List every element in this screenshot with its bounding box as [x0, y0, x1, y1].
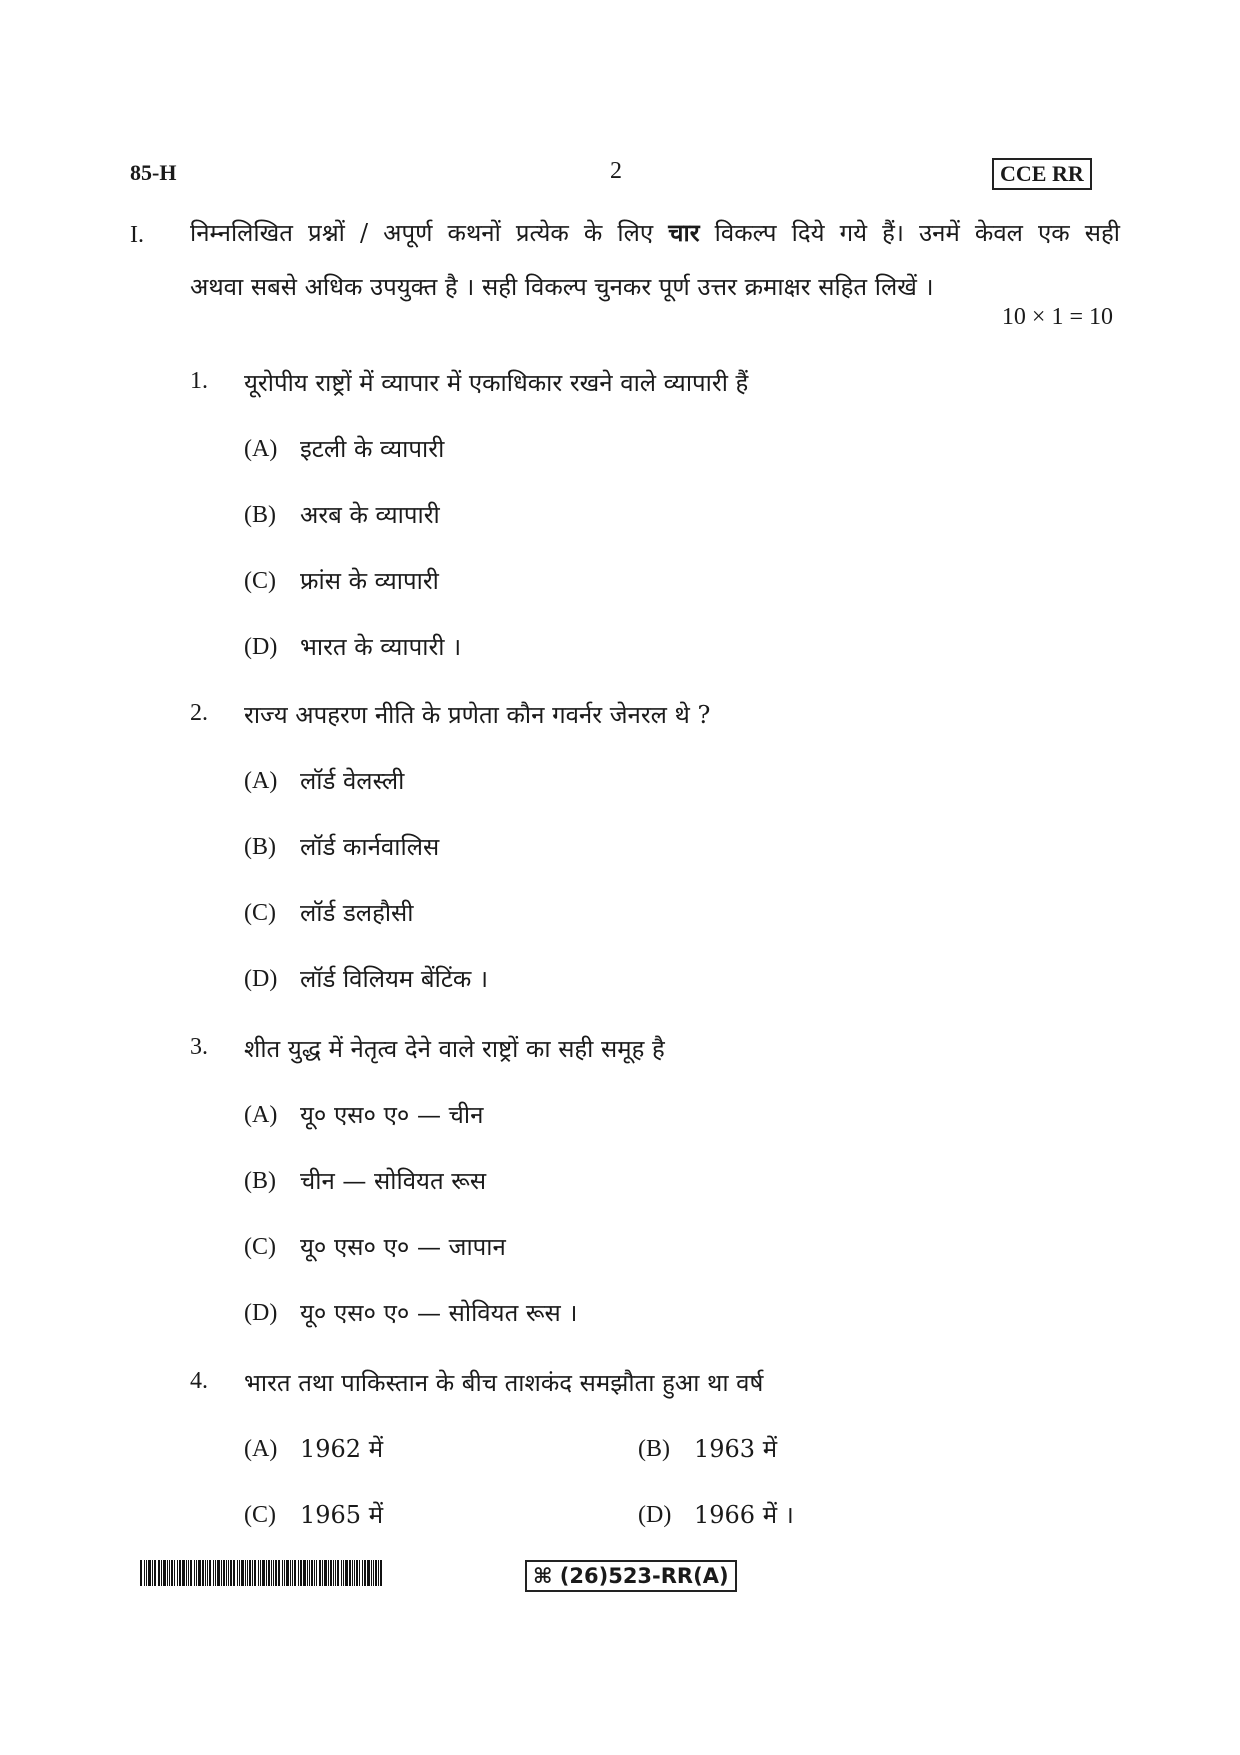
barcode-bar — [337, 1560, 339, 1586]
barcode-bar — [177, 1560, 178, 1586]
barcode-bar — [322, 1560, 323, 1586]
barcode-bar — [380, 1560, 382, 1586]
series-box: CCE RR — [992, 158, 1092, 190]
barcode-bar — [233, 1560, 235, 1586]
barcode-bar — [290, 1560, 291, 1586]
barcode-bar — [154, 1560, 156, 1586]
barcode-bar — [169, 1560, 170, 1586]
barcode-bar — [226, 1560, 227, 1586]
option-label: (D) — [244, 966, 278, 992]
barcode-bar — [194, 1560, 195, 1586]
barcode-bar — [316, 1560, 317, 1586]
question-number: 4. — [190, 1368, 208, 1394]
barcode-bar — [217, 1560, 220, 1586]
barcode-bar — [205, 1560, 206, 1586]
barcode-bar — [144, 1560, 145, 1586]
barcode-bar — [367, 1560, 370, 1586]
barcode-bar — [198, 1560, 201, 1586]
barcode-bar — [345, 1560, 348, 1586]
option-text: फ्रांस के व्यापारी — [300, 567, 439, 595]
barcode-bar — [335, 1560, 336, 1586]
barcode-bar — [239, 1560, 240, 1586]
barcode-bar — [294, 1560, 296, 1586]
barcode-bar — [207, 1560, 208, 1586]
barcode-bar — [284, 1560, 285, 1586]
barcode-bar — [174, 1560, 175, 1586]
barcode-bar — [362, 1560, 363, 1586]
instruction-post: विकल्प दिये गये हैं। उनमें केवल एक सही — [699, 219, 1120, 247]
barcode-bar — [146, 1560, 147, 1586]
barcode-bar — [161, 1560, 162, 1586]
option-label: (C) — [244, 568, 276, 594]
option-label: (D) — [638, 1502, 672, 1528]
option-text: लॉर्ड कार्नवालिस — [300, 833, 440, 861]
barcode-bar — [278, 1560, 280, 1586]
barcode-bar — [188, 1560, 189, 1586]
barcode-bar — [292, 1560, 293, 1586]
barcode-bar — [356, 1560, 358, 1586]
barcode-bar — [314, 1560, 315, 1586]
barcode-bar — [228, 1560, 229, 1586]
barcode-bar — [230, 1560, 232, 1586]
barcode-bar — [171, 1560, 173, 1586]
barcode-bar — [268, 1560, 270, 1586]
barcode-bar — [303, 1560, 306, 1586]
barcode-bar — [378, 1560, 379, 1586]
barcode-bar — [271, 1560, 272, 1586]
option-label: (A) — [244, 436, 278, 462]
barcode-bar — [273, 1560, 274, 1586]
barcode-bar — [237, 1560, 238, 1586]
section-instruction-line1 — [190, 216, 1120, 250]
marks-allocation: 10 × 1 = 10 — [1001, 304, 1113, 330]
option-text: इटली के व्यापारी — [300, 435, 445, 463]
question-number: 3. — [190, 1034, 208, 1060]
barcode-bar — [196, 1560, 197, 1586]
option-text: यू० एस० ए० — सोवियत रूस । — [300, 1299, 578, 1327]
paper-code: 85-H — [130, 160, 177, 185]
barcode-bar — [241, 1560, 244, 1586]
barcode-bar — [182, 1560, 185, 1586]
option-text: 1963 में — [694, 1435, 778, 1463]
barcode-bar — [333, 1560, 334, 1586]
barcode-bar — [179, 1560, 181, 1586]
barcode-bar — [167, 1560, 168, 1586]
barcode-bar — [252, 1560, 253, 1586]
page-number: 2 — [610, 158, 622, 184]
barcode-bar — [215, 1560, 216, 1586]
option-text: अरब के व्यापारी — [300, 501, 440, 529]
option-text: लॉर्ड वेलस्ली — [300, 767, 405, 795]
option-label: (C) — [244, 900, 276, 926]
barcode-bar — [349, 1560, 351, 1586]
option-text: 1965 में — [300, 1501, 384, 1529]
barcode-bar — [245, 1560, 246, 1586]
barcode-image — [140, 1560, 388, 1586]
option-label: (D) — [244, 634, 278, 660]
barcode-bar — [223, 1560, 225, 1586]
question-text: यूरोपीय राष्ट्रों में व्यापार में एकाधिकार रखने वाले व्यापारी हैं — [244, 369, 749, 397]
option-text: लॉर्ड डलहौसी — [300, 899, 414, 927]
footer-code: ⌘ (26)523-RR(A) — [525, 1560, 737, 1592]
barcode-bar — [328, 1560, 329, 1586]
barcode-bar — [148, 1560, 151, 1586]
option-text: यू० एस० ए० — जापान — [300, 1233, 506, 1261]
barcode-bar — [300, 1560, 302, 1586]
barcode-bar — [311, 1560, 313, 1586]
barcode-bar — [375, 1560, 377, 1586]
barcode-bar — [341, 1560, 342, 1586]
barcode-bar — [324, 1560, 327, 1586]
barcode-bar — [213, 1560, 214, 1586]
barcode-bar — [186, 1560, 187, 1586]
barcode-bar — [247, 1560, 248, 1586]
barcode-bar — [254, 1560, 256, 1586]
option-label: (B) — [638, 1436, 670, 1462]
question-text: शीत युद्ध में नेतृत्व देने वाले राष्ट्रों का सही समूह है — [244, 1035, 665, 1063]
barcode-bar — [209, 1560, 211, 1586]
option-text: लॉर्ड विलियम बेंटिंक । — [300, 965, 489, 993]
barcode-bar — [309, 1560, 310, 1586]
barcode-bar — [364, 1560, 366, 1586]
barcode-bar — [260, 1560, 261, 1586]
question-text: राज्य अपहरण नीति के प्रणेता कौन गवर्नर जेनरल थे ? — [244, 701, 711, 729]
barcode-bar — [330, 1560, 332, 1586]
question-number: 1. — [190, 368, 208, 394]
barcode-bar — [163, 1560, 166, 1586]
option-label: (B) — [244, 1168, 276, 1194]
option-label: (A) — [244, 768, 278, 794]
barcode-bar — [343, 1560, 344, 1586]
option-label: (D) — [244, 1300, 278, 1326]
option-text: चीन — सोवियत रूस — [300, 1167, 487, 1195]
barcode-bar — [258, 1560, 259, 1586]
section-instruction-line2: अथवा सबसे अधिक उपयुक्त है । सही विकल्प चुनकर पूर्ण उत्तर क्रमाक्षर सहित लिखें । — [190, 273, 934, 301]
barcode-bar — [373, 1560, 374, 1586]
barcode-bar — [359, 1560, 360, 1586]
barcode-bar — [298, 1560, 299, 1586]
question-text: भारत तथा पाकिस्तान के बीच ताशकंद समझौता हुआ था वर्ष — [244, 1369, 764, 1397]
barcode-bar — [249, 1560, 251, 1586]
option-label: (C) — [244, 1502, 276, 1528]
option-label: (B) — [244, 834, 276, 860]
option-label: (A) — [244, 1436, 278, 1462]
question-number: 2. — [190, 700, 208, 726]
barcode-bar — [307, 1560, 308, 1586]
section-number: I. — [130, 222, 144, 248]
barcode-bar — [158, 1560, 160, 1586]
barcode-bar — [266, 1560, 267, 1586]
option-label: (A) — [244, 1102, 278, 1128]
barcode-bar — [371, 1560, 372, 1586]
barcode-bar — [262, 1560, 265, 1586]
barcode-bar — [221, 1560, 222, 1586]
barcode-bar — [190, 1560, 192, 1586]
barcode-bar — [286, 1560, 289, 1586]
barcode-bar — [354, 1560, 355, 1586]
option-text: 1962 में — [300, 1435, 384, 1463]
barcode-bar — [140, 1560, 142, 1586]
instruction-bold: चार — [668, 218, 700, 247]
option-text: भारत के व्यापारी । — [300, 633, 462, 661]
barcode-bar — [152, 1560, 153, 1586]
option-label: (C) — [244, 1234, 276, 1260]
barcode-bar — [282, 1560, 283, 1586]
barcode-bar — [202, 1560, 204, 1586]
instruction-pre: निम्नलिखित प्रश्नों / अपूर्ण कथनों प्रत्येक के लिए — [190, 219, 669, 247]
option-text: 1966 में । — [694, 1501, 794, 1529]
option-text: यू० एस० ए० — चीन — [300, 1101, 484, 1129]
barcode-bar — [352, 1560, 353, 1586]
barcode-bar — [319, 1560, 321, 1586]
option-label: (B) — [244, 502, 276, 528]
barcode-bar — [275, 1560, 277, 1586]
